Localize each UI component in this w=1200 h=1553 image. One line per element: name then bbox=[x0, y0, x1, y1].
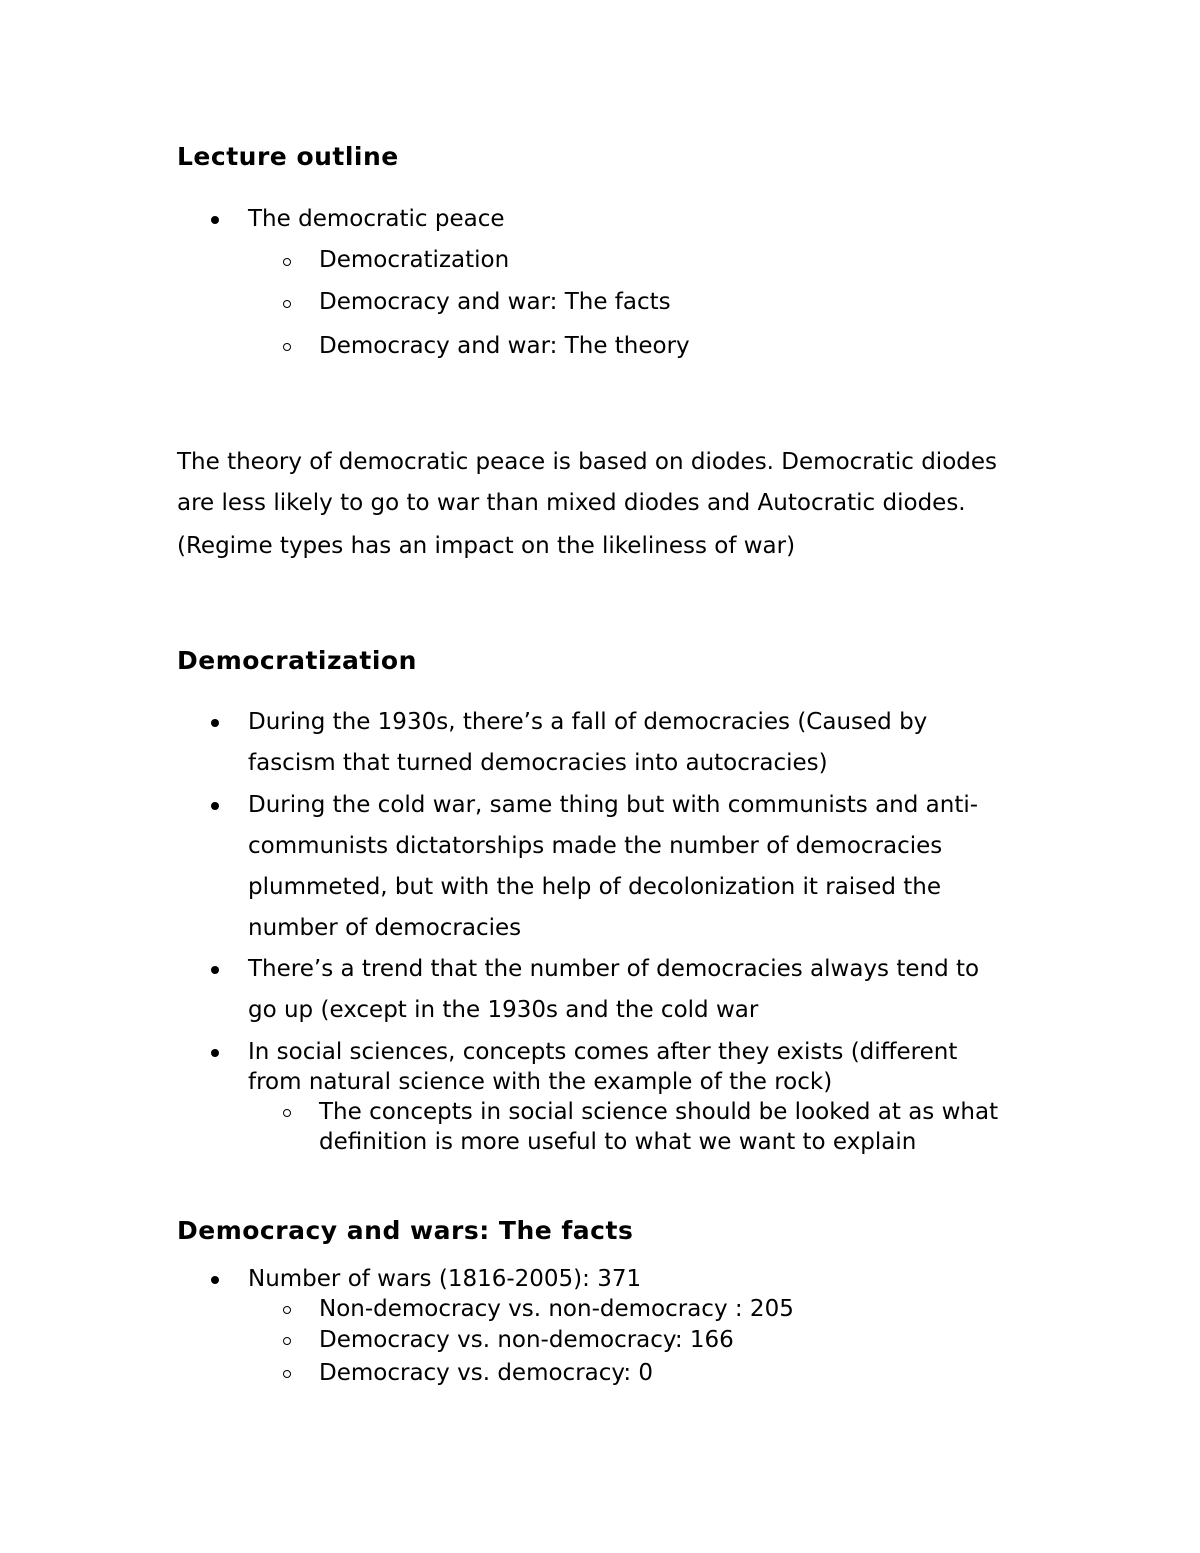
circle-bullet-icon bbox=[283, 343, 291, 351]
heading-democratization: Democratization bbox=[177, 646, 417, 675]
bullet-icon bbox=[211, 1049, 219, 1057]
outline-subitem: Democratization bbox=[319, 247, 510, 273]
bullet-icon bbox=[211, 802, 219, 810]
circle-bullet-icon bbox=[283, 1109, 291, 1117]
democratization-bullet-line: During the cold war, same thing but with communists and anti- bbox=[248, 792, 979, 818]
intro-paragraph-line: are less likely to go to war than mixed diodes and Autocratic diodes. bbox=[177, 490, 966, 516]
outline-subitem: Democracy and war: The facts bbox=[319, 289, 671, 315]
circle-bullet-icon bbox=[283, 258, 291, 266]
bullet-icon bbox=[211, 216, 219, 224]
democratization-subitem-line: The concepts in social science should be looked at as what bbox=[319, 1099, 999, 1125]
democratization-bullet-line: plummeted, but with the help of decolonization it raised the bbox=[248, 874, 941, 900]
democratization-bullet-line: During the 1930s, there’s a fall of democracies (Caused by bbox=[248, 709, 928, 735]
heading-democracy-wars-facts: Democracy and wars: The facts bbox=[177, 1216, 634, 1245]
outline-subitem: Democracy and war: The theory bbox=[319, 333, 690, 359]
bullet-icon bbox=[211, 1276, 219, 1284]
bullet-icon bbox=[211, 719, 219, 727]
intro-paragraph-line: (Regime types has an impact on the likeliness of war) bbox=[177, 533, 796, 559]
facts-subitem: Democracy vs. non-democracy: 166 bbox=[319, 1327, 734, 1353]
outline-item: The democratic peace bbox=[248, 206, 505, 232]
democratization-bullet-line: fascism that turned democracies into autocracies) bbox=[248, 750, 828, 776]
bullet-icon bbox=[211, 966, 219, 974]
facts-subitem: Non-democracy vs. non-democracy : 205 bbox=[319, 1296, 794, 1322]
democratization-bullet-line: go up (except in the 1930s and the cold war bbox=[248, 997, 759, 1023]
democratization-bullet-line: There’s a trend that the number of democracies always tend to bbox=[248, 956, 980, 982]
facts-item: Number of wars (1816-2005): 371 bbox=[248, 1266, 642, 1292]
democratization-bullet-line: number of democracies bbox=[248, 915, 522, 941]
facts-subitem: Democracy vs. democracy: 0 bbox=[319, 1360, 654, 1386]
circle-bullet-icon bbox=[283, 1370, 291, 1378]
heading-lecture-outline: Lecture outline bbox=[177, 142, 399, 171]
intro-paragraph-line: The theory of democratic peace is based on diodes. Democratic diodes bbox=[177, 449, 997, 475]
circle-bullet-icon bbox=[283, 300, 291, 308]
circle-bullet-icon bbox=[283, 1306, 291, 1314]
circle-bullet-icon bbox=[283, 1337, 291, 1345]
democratization-bullet-line: from natural science with the example of the rock) bbox=[248, 1069, 833, 1095]
democratization-bullet-line: communists dictatorships made the number of democracies bbox=[248, 833, 943, 859]
democratization-bullet-line: In social sciences, concepts comes after they exists (different bbox=[248, 1039, 958, 1065]
democratization-subitem-line: definition is more useful to what we want to explain bbox=[319, 1129, 917, 1155]
